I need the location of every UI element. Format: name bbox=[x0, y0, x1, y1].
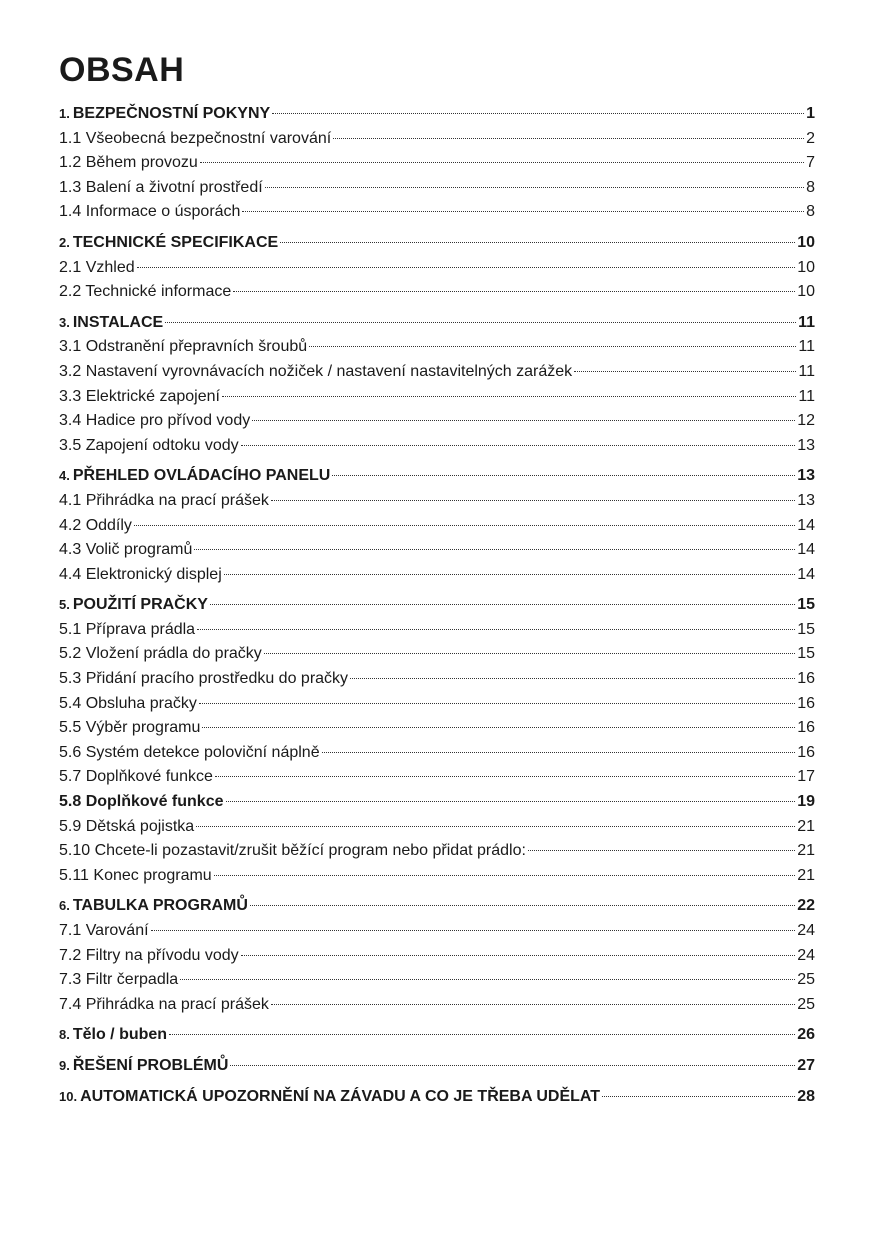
toc-entry[interactable] bbox=[59, 385, 815, 410]
toc-entry-label: Tělo / buben bbox=[72, 1026, 168, 1044]
toc-page-number: 2 bbox=[806, 129, 815, 147]
toc-entry-label: INSTALACE bbox=[72, 313, 164, 331]
toc-entry-label: 3.5 Zapojení odtoku vody bbox=[59, 436, 239, 454]
dot-leader bbox=[264, 652, 795, 654]
toc-section-entry[interactable] bbox=[59, 231, 815, 256]
dot-leader bbox=[199, 702, 795, 704]
dot-leader bbox=[197, 628, 795, 630]
dot-leader bbox=[200, 161, 804, 163]
toc-entry[interactable] bbox=[59, 692, 815, 717]
toc-entry-label: 5.11 Konec programu bbox=[59, 866, 212, 884]
toc-section-entry[interactable] bbox=[59, 102, 815, 127]
toc-section-number: 8. bbox=[59, 1027, 70, 1043]
toc-entry-label: BEZPEČNOSTNÍ POKYNY bbox=[72, 105, 271, 122]
dot-leader bbox=[332, 474, 795, 476]
dot-leader bbox=[271, 499, 795, 501]
toc-page-number: 28 bbox=[797, 1087, 815, 1105]
toc-entry[interactable] bbox=[59, 409, 815, 434]
dot-leader bbox=[196, 825, 795, 827]
toc-entry-label: POUŽITÍ PRAČKY bbox=[72, 596, 208, 614]
toc-entry-label: 1.3 Balení a životní prostředí bbox=[59, 178, 263, 196]
toc-entry[interactable] bbox=[59, 280, 815, 305]
toc-page-number: 15 bbox=[797, 645, 815, 663]
toc-entry-label: 7.1 Varování bbox=[59, 922, 149, 939]
toc-page-number: 22 bbox=[797, 897, 815, 915]
toc-entry-label: TECHNICKÉ SPECIFIKACE bbox=[72, 233, 279, 251]
dot-leader bbox=[134, 524, 795, 526]
toc-entry-label: 5.9 Dětská pojistka bbox=[59, 817, 195, 835]
toc-entry[interactable] bbox=[59, 864, 815, 889]
toc-entry-label: 5.3 Přidání pracího prostředku do pračky bbox=[59, 670, 349, 688]
dot-leader bbox=[215, 775, 795, 777]
toc-entry[interactable] bbox=[59, 256, 815, 281]
dot-leader bbox=[252, 419, 795, 421]
toc-section-entry[interactable] bbox=[59, 593, 815, 618]
toc-entry[interactable] bbox=[59, 716, 815, 741]
toc-entry-label: 3.4 Hadice pro přívod vody bbox=[59, 412, 251, 430]
dot-leader bbox=[194, 548, 795, 550]
toc-page-number: 10 bbox=[797, 258, 815, 276]
toc-entry[interactable] bbox=[59, 538, 815, 563]
dot-leader bbox=[280, 241, 795, 243]
toc-entry[interactable] bbox=[59, 489, 815, 514]
toc-entry[interactable] bbox=[59, 127, 815, 152]
toc-entry-label: 5.7 Doplňkové funkce bbox=[59, 768, 213, 786]
toc-entry[interactable] bbox=[59, 434, 815, 459]
dot-leader bbox=[137, 266, 796, 268]
toc-entry[interactable] bbox=[59, 968, 815, 993]
toc-page-number: 11 bbox=[798, 338, 815, 356]
toc-entry-label: AUTOMATICKÁ UPOZORNĚNÍ NA ZÁVADU A CO JE TŘEBA UDĚLAT bbox=[80, 1087, 601, 1105]
toc-entry-label: 4.4 Elektronický displej bbox=[59, 565, 222, 583]
toc-page-number: 16 bbox=[797, 694, 815, 712]
toc-page-number: 14 bbox=[797, 516, 815, 534]
toc-entry[interactable] bbox=[59, 176, 815, 201]
toc-section-number: 6. bbox=[59, 898, 70, 914]
toc-page-number: 19 bbox=[797, 793, 815, 811]
toc-entry[interactable] bbox=[59, 642, 815, 667]
dot-leader bbox=[210, 603, 795, 605]
toc-entry[interactable] bbox=[59, 765, 815, 790]
toc-page-number: 26 bbox=[797, 1026, 815, 1044]
toc-entry-label: 5.1 Příprava prádla bbox=[59, 620, 196, 638]
toc-entry-label: 5.4 Obsluha pračky bbox=[59, 694, 197, 712]
toc-page-number: 21 bbox=[797, 866, 815, 884]
dot-leader bbox=[250, 904, 795, 906]
toc-page-number: 15 bbox=[797, 620, 815, 638]
toc-entry-label: 3.2 Nastavení vyrovnávacích nožiček / nastavení nastavitelných zarážek bbox=[59, 362, 573, 380]
dot-leader bbox=[271, 1003, 795, 1005]
toc-entry-label: 1.4 Informace o úsporách bbox=[59, 203, 241, 221]
toc-page-number: 7 bbox=[806, 154, 815, 172]
toc-page-number: 16 bbox=[797, 670, 815, 688]
dot-leader bbox=[222, 395, 796, 397]
toc-entry[interactable] bbox=[59, 790, 815, 815]
toc-section-number: 9. bbox=[59, 1057, 70, 1073]
toc-entry[interactable] bbox=[59, 151, 815, 176]
toc-page-number: 13 bbox=[797, 467, 815, 485]
toc-page-number: 17 bbox=[797, 768, 815, 786]
dot-leader bbox=[214, 874, 796, 876]
toc-section-entry[interactable] bbox=[59, 894, 815, 919]
toc-entry[interactable] bbox=[59, 741, 815, 766]
toc-entry-label: 7.2 Filtry na přívodu vody bbox=[59, 946, 239, 964]
toc-list bbox=[59, 102, 815, 1109]
dot-leader bbox=[226, 800, 796, 802]
dot-leader bbox=[574, 370, 796, 372]
toc-section-number: 4. bbox=[59, 468, 70, 484]
toc-entry-label: 3.3 Elektrické zapojení bbox=[59, 387, 220, 405]
toc-page-number: 12 bbox=[797, 412, 815, 430]
dot-leader bbox=[528, 849, 795, 851]
toc-section-entry[interactable] bbox=[59, 1023, 815, 1048]
toc-page-number: 27 bbox=[797, 1056, 815, 1074]
toc-section-number: 10. bbox=[59, 1088, 78, 1104]
dot-leader bbox=[233, 290, 795, 292]
toc-page-number: 14 bbox=[797, 565, 815, 583]
dot-leader bbox=[333, 137, 804, 139]
toc-page-number: 10 bbox=[797, 233, 815, 251]
toc-entry[interactable] bbox=[59, 514, 815, 539]
toc-page-number: 21 bbox=[797, 842, 815, 860]
toc-section-number: 1. bbox=[59, 106, 70, 121]
toc-entry[interactable] bbox=[59, 815, 815, 840]
dot-leader bbox=[230, 1064, 795, 1066]
dot-leader bbox=[241, 954, 796, 956]
toc-entry[interactable] bbox=[59, 360, 815, 385]
toc-section-entry[interactable] bbox=[59, 1085, 815, 1110]
toc-entry-label: 7.4 Přihrádka na prací prášek bbox=[59, 995, 269, 1013]
toc-entry[interactable] bbox=[59, 335, 815, 360]
dot-leader bbox=[272, 112, 804, 114]
toc-entry-label: 1.2 Během provozu bbox=[59, 154, 198, 172]
toc-entry-label: 7.3 Filtr čerpadla bbox=[59, 971, 179, 989]
toc-entry-label: 3.1 Odstranění přepravních šroubů bbox=[59, 338, 308, 356]
toc-page-number: 1 bbox=[806, 105, 815, 122]
toc-page bbox=[59, 50, 815, 1109]
dot-leader bbox=[180, 978, 795, 980]
toc-entry-label: 4.1 Přihrádka na prací prášek bbox=[59, 491, 269, 509]
toc-page-number: 8 bbox=[806, 178, 815, 196]
toc-entry-label: 4.2 Oddíly bbox=[59, 516, 132, 534]
toc-entry-label: 2.1 Vzhled bbox=[59, 258, 135, 276]
toc-entry[interactable] bbox=[59, 200, 815, 225]
toc-section-number: 3. bbox=[59, 314, 70, 330]
toc-entry[interactable] bbox=[59, 667, 815, 692]
dot-leader bbox=[151, 929, 796, 931]
toc-page-number: 15 bbox=[797, 596, 815, 614]
toc-page-number: 13 bbox=[797, 491, 815, 509]
toc-page-number: 16 bbox=[797, 719, 815, 737]
toc-page-number: 8 bbox=[806, 203, 815, 221]
toc-section-number: 5. bbox=[59, 597, 70, 613]
toc-page-number: 11 bbox=[798, 387, 815, 405]
toc-page-number: 25 bbox=[797, 995, 815, 1013]
toc-section-entry[interactable] bbox=[59, 311, 815, 336]
dot-leader bbox=[309, 345, 796, 347]
toc-page-number: 24 bbox=[797, 946, 815, 964]
toc-entry[interactable] bbox=[59, 944, 815, 969]
toc-entry-label: 5.6 Systém detekce poloviční náplně bbox=[59, 743, 320, 761]
dot-leader bbox=[322, 751, 796, 753]
dot-leader bbox=[165, 321, 796, 323]
toc-entry-label: 2.2 Technické informace bbox=[59, 283, 232, 301]
toc-page-number: 14 bbox=[797, 541, 815, 559]
dot-leader bbox=[350, 677, 795, 679]
toc-entry[interactable] bbox=[59, 563, 815, 588]
toc-page-number: 16 bbox=[797, 743, 815, 761]
toc-entry-label: 5.10 Chcete-li pozastavit/zrušit běžící program nebo přidat prádlo: bbox=[59, 842, 526, 860]
toc-page-number: 11 bbox=[798, 313, 815, 331]
toc-entry-label: 1.1 Všeobecná bezpečnostní varování bbox=[59, 129, 332, 147]
toc-entry[interactable] bbox=[59, 919, 815, 944]
toc-section-number: 2. bbox=[59, 234, 70, 250]
toc-page-number: 21 bbox=[797, 817, 815, 835]
toc-entry[interactable] bbox=[59, 618, 815, 643]
toc-page-number: 11 bbox=[798, 362, 815, 380]
toc-page-number: 25 bbox=[797, 971, 815, 989]
page-title: OBSAH bbox=[59, 51, 185, 89]
dot-leader bbox=[242, 210, 804, 212]
dot-leader bbox=[265, 186, 804, 188]
dot-leader bbox=[602, 1095, 795, 1097]
dot-leader bbox=[224, 573, 795, 575]
toc-entry[interactable] bbox=[59, 993, 815, 1018]
toc-entry-label: 5.5 Výběr programu bbox=[59, 719, 201, 737]
toc-entry-label: TABULKA PROGRAMŮ bbox=[72, 897, 248, 915]
toc-entry-label: PŘEHLED OVLÁDACÍHO PANELU bbox=[72, 467, 331, 485]
toc-section-entry[interactable] bbox=[59, 464, 815, 489]
dot-leader bbox=[241, 444, 796, 446]
toc-section-entry[interactable] bbox=[59, 1054, 815, 1079]
toc-page-number: 13 bbox=[797, 436, 815, 454]
toc-entry-label: ŘEŠENÍ PROBLÉMŮ bbox=[72, 1056, 229, 1074]
toc-entry[interactable] bbox=[59, 839, 815, 864]
dot-leader bbox=[202, 726, 795, 728]
toc-page-number: 24 bbox=[797, 922, 815, 939]
toc-entry-label: 5.2 Vložení prádla do pračky bbox=[59, 645, 262, 663]
dot-leader bbox=[169, 1033, 795, 1035]
toc-page-number: 10 bbox=[797, 283, 815, 301]
toc-entry-label: 5.8 Doplňkové funkce bbox=[59, 793, 224, 811]
toc-entry-label: 4.3 Volič programů bbox=[59, 541, 193, 559]
